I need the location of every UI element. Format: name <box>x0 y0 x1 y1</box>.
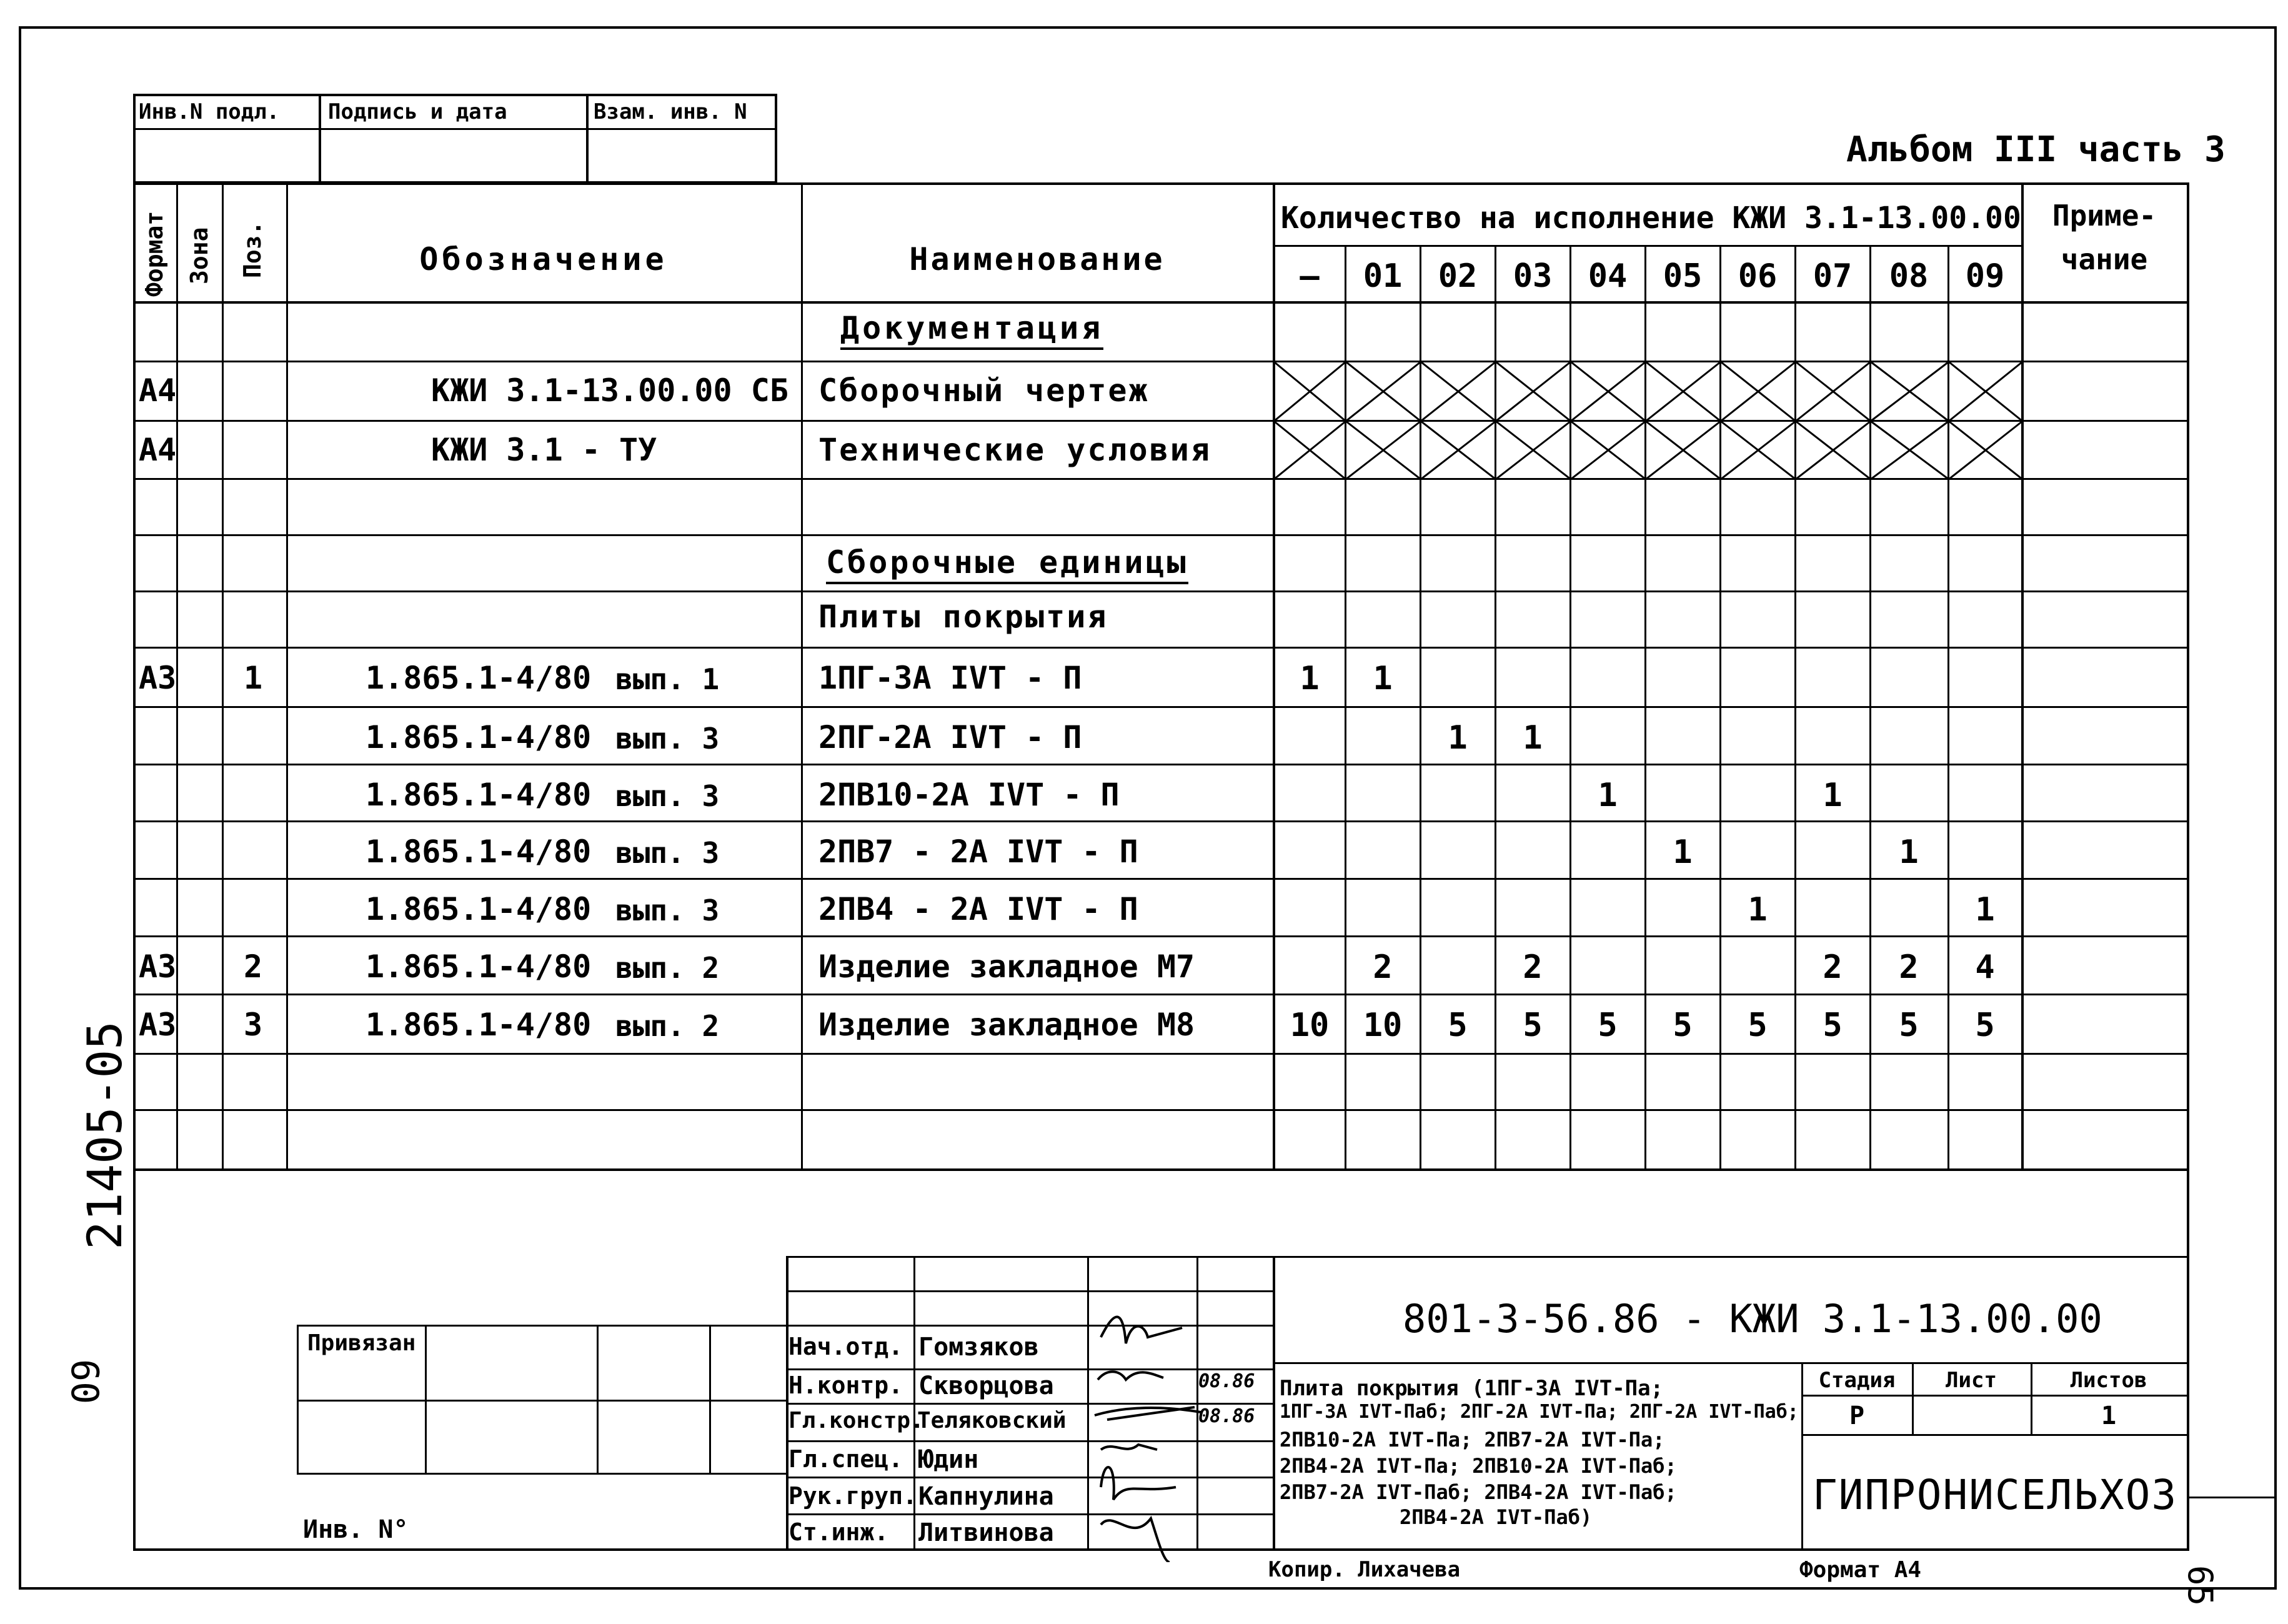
sheets-label: Листов <box>2070 1368 2147 1393</box>
quantity-cell: 1 <box>1300 660 1320 697</box>
row-pos: 3 <box>243 1007 263 1043</box>
row-designation: 1.865.1-4/80 <box>366 660 592 696</box>
quantity-cell: 5 <box>1673 1007 1693 1044</box>
quantity-header: Количество на исполнение КЖИ 3.1-13.00.00 <box>1281 201 2021 236</box>
variant-header: 07 <box>1813 257 1853 295</box>
row-name: 2ПВ4 - 2А IVТ - П <box>818 891 1138 927</box>
staff-role: Гл.констр. <box>788 1408 924 1433</box>
row-pos: 1 <box>243 660 263 696</box>
album-label: Альбом III часть 3 <box>1846 129 2226 170</box>
row-name: 1ПГ-3А IVТ - П <box>818 660 1082 696</box>
format-label: Формат А4 <box>1799 1557 1922 1583</box>
doc-format: А4 <box>139 372 177 409</box>
row-issue: вып. 2 <box>615 951 720 985</box>
row-designation: 1.865.1-4/80 <box>366 777 592 813</box>
sheet-label: Лист <box>1946 1368 1997 1393</box>
item-name-line: Плита покрытия (1ПГ-3А IVТ-Па; <box>1280 1376 1664 1401</box>
quantity-cell: 1 <box>1975 891 1995 929</box>
staff-name: Юдин <box>918 1445 979 1474</box>
row-issue: вып. 3 <box>615 779 720 813</box>
row-designation: 1.865.1-4/80 <box>366 891 592 927</box>
row-designation: 1.865.1-4/80 <box>366 1007 592 1043</box>
sheets-value: 1 <box>2101 1402 2117 1430</box>
staff-role: Гл.спец. <box>788 1445 903 1473</box>
row-designation: 1.865.1-4/80 <box>366 949 592 985</box>
staff-date: 08.86 <box>1198 1405 1255 1427</box>
row-issue: вып. 2 <box>615 1009 720 1043</box>
staff-role: Н.контр. <box>788 1372 903 1399</box>
designation-header: Обозначение <box>419 241 668 277</box>
variant-header: 05 <box>1663 257 1703 295</box>
quantity-cell: 1 <box>1448 719 1468 757</box>
staff-name: Гомзяков <box>918 1333 1039 1362</box>
row-format: А3 <box>139 660 177 696</box>
row-name: 2ПВ10-2А IVТ - П <box>818 777 1120 813</box>
quantity-cell: 5 <box>1975 1007 1995 1044</box>
quantity-cell: 2 <box>1523 949 1543 986</box>
variant-header: 06 <box>1738 257 1778 295</box>
row-designation: 1.865.1-4/80 <box>366 719 592 755</box>
staff-date: 08.86 <box>1198 1370 1255 1392</box>
staff-name: Капнулина <box>918 1482 1054 1511</box>
quantity-cell: 5 <box>1598 1007 1618 1044</box>
row-designation: 1.865.1-4/80 <box>366 834 592 870</box>
name-header: Наименование <box>909 241 1165 277</box>
note-header-2: чание <box>2061 242 2148 276</box>
quantity-cell: 2 <box>1899 949 1919 986</box>
row-format: А3 <box>139 949 177 985</box>
signatures <box>1088 1300 1213 1562</box>
variant-header: 03 <box>1513 257 1553 295</box>
item-name-line: 2ПВ7-2А IVТ-Паб; 2ПВ4-2А IVТ-Паб; <box>1280 1480 1677 1504</box>
quantity-cell: 1 <box>1748 891 1768 929</box>
quantity-cell: 1 <box>1598 777 1618 814</box>
zone-header: Зона <box>186 227 213 284</box>
side-sheet: 60 <box>62 1359 106 1405</box>
replace-inv-label: Взам. инв. N <box>594 99 747 124</box>
inv-no-label: Инв. N° <box>303 1515 409 1544</box>
row-issue: вып. 3 <box>615 836 720 870</box>
quantity-cell: 5 <box>1899 1007 1919 1044</box>
row-issue: вып. 3 <box>615 722 720 755</box>
variant-header: 04 <box>1588 257 1628 295</box>
note-header-1: Приме- <box>2052 199 2157 232</box>
side-code: 21405-05 <box>77 1020 132 1250</box>
row-name: 2ПГ-2А IVТ - П <box>818 719 1082 755</box>
stage-label: Стадия <box>1818 1368 1896 1393</box>
document-code: 801-3-56.86 - КЖИ 3.1-13.00.00 <box>1403 1296 2102 1342</box>
inv-label: Инв.N подл. <box>139 99 280 124</box>
staff-name: Скворцова <box>918 1372 1054 1400</box>
item-name-line: 2ПВ4-2А IVТ-Па; 2ПВ10-2А IVТ-Паб; <box>1280 1454 1677 1478</box>
quantity-cell: 5 <box>1823 1007 1843 1044</box>
quantity-cell: 10 <box>1363 1007 1403 1044</box>
stage-value: Р <box>1849 1402 1865 1430</box>
doc-designation: КЖИ 3.1-13.00.00 СБ <box>431 372 788 409</box>
item-name-line: 2ПВ4-2А IVТ-Паб) <box>1400 1505 1593 1529</box>
staff-role: Ст.инж. <box>788 1518 889 1546</box>
quantity-cell: 4 <box>1975 949 1995 986</box>
page-number: 65 <box>2181 1565 2220 1607</box>
roof-slabs-heading: Плиты покрытия <box>818 599 1108 635</box>
staff-role: Рук.груп. <box>788 1482 917 1510</box>
quantity-cell: 5 <box>1448 1007 1468 1044</box>
doc-format: А4 <box>139 432 177 468</box>
variant-header: 08 <box>1889 257 1929 295</box>
row-pos: 2 <box>243 949 263 985</box>
bound-label: Привязан <box>307 1330 416 1356</box>
organization: ГИПРОНИСЕЛЬХОЗ <box>1812 1471 2178 1519</box>
format-header: Формат <box>141 211 168 297</box>
row-issue: вып. 1 <box>615 662 720 696</box>
staff-role: Нач.отд. <box>788 1333 903 1360</box>
row-name: Изделие закладное М7 <box>818 949 1195 985</box>
assembly-units-heading: Сборочные единицы <box>826 547 1188 584</box>
staff-name: Теляковский <box>917 1408 1067 1433</box>
quantity-cell: 2 <box>1373 949 1393 986</box>
documentation-heading: Документация <box>840 312 1103 350</box>
variant-header: — <box>1300 257 1320 295</box>
quantity-cell: 1 <box>1523 719 1543 757</box>
row-format: А3 <box>139 1007 177 1043</box>
sign-date-label: Подпись и дата <box>328 99 507 124</box>
row-name: Изделие закладное М8 <box>818 1007 1195 1043</box>
doc-designation: КЖИ 3.1 - ТУ <box>431 432 657 468</box>
item-name-line: 2ПВ10-2А IVТ-Па; 2ПВ7-2А IVТ-Па; <box>1280 1428 1665 1452</box>
variant-header: 01 <box>1363 257 1403 295</box>
variant-header: 09 <box>1965 257 2005 295</box>
doc-name: Технические условия <box>818 432 1211 468</box>
quantity-cell: 10 <box>1290 1007 1330 1044</box>
staff-name: Литвинова <box>918 1518 1054 1547</box>
quantity-cell: 1 <box>1823 777 1843 814</box>
item-name-line: 1ПГ-3А IVТ-Паб; 2ПГ-2А IVТ-Па; 2ПГ-2А IVТ-Паб; <box>1280 1401 1799 1423</box>
quantity-cell: 1 <box>1673 834 1693 871</box>
quantity-cell: 2 <box>1823 949 1843 986</box>
quantity-cell: 1 <box>1899 834 1919 871</box>
doc-name: Сборочный чертеж <box>818 372 1150 409</box>
row-name: 2ПВ7 - 2А IVТ - П <box>818 834 1138 870</box>
quantity-cell: 5 <box>1523 1007 1543 1044</box>
pos-header: Поз. <box>239 221 266 278</box>
copied-by: Копир. Лихачева <box>1268 1557 1461 1582</box>
row-issue: вып. 3 <box>615 894 720 927</box>
variant-header: 02 <box>1438 257 1478 295</box>
quantity-cell: 1 <box>1373 660 1393 697</box>
quantity-cell: 5 <box>1748 1007 1768 1044</box>
